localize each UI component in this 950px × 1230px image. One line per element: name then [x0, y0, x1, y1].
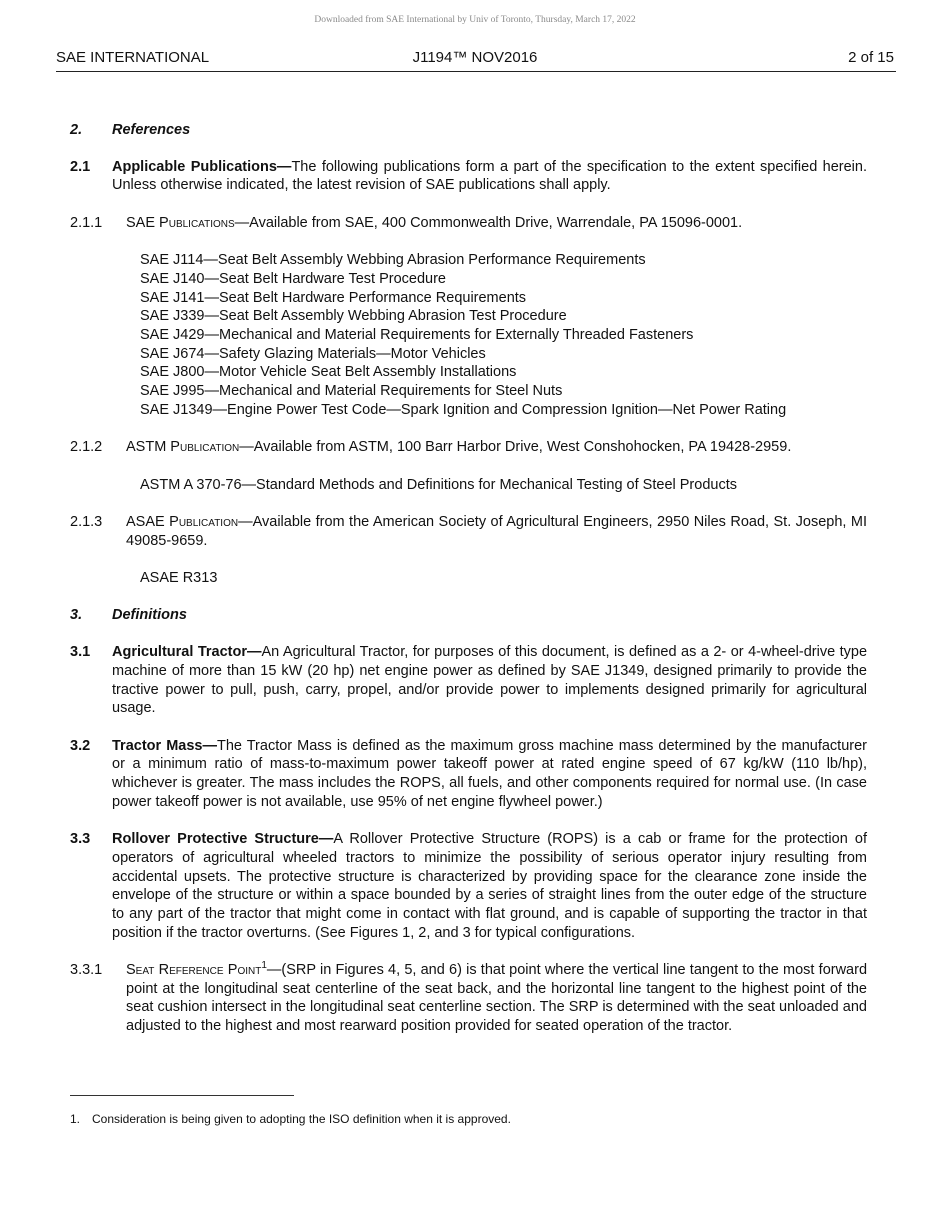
sae-reference-list — [140, 251, 867, 419]
paragraph-body — [112, 643, 867, 718]
paragraph-text: —(SRP in Figures 4, 5, and 6) is that point where the vertical line tangent to the most forward point at the longitudinal seat centerline of the seat back, and the horizontal line tangent to the highest point of the seat cushion intersect in the longitudinal seat centerline section. The SRP is determined with the seat unloaded and adjusted to the highest and most rearward position provided for seated operation of the tractor. — [126, 962, 868, 1035]
paragraph-text: —Available from SAE, 400 Commonwealth Drive, Warrendale, PA 15096-0001. — [234, 214, 743, 231]
paragraph-number: 2.1.1 — [70, 214, 103, 231]
header-document-id: J1194™ NOV2016 — [412, 49, 538, 66]
paragraph-number: 2.1.3 — [70, 513, 103, 530]
paragraph-number: 3.3 — [70, 831, 91, 848]
footnote-reference[interactable]: 1 — [261, 960, 267, 972]
section-title: Definitions — [112, 607, 187, 624]
paragraph-number: 3.2 — [70, 737, 91, 754]
header-rule — [56, 71, 896, 72]
section-number: 2. — [70, 122, 83, 138]
label-first: ASAE P — [126, 513, 179, 530]
label-p-small-caps: oint — [237, 962, 262, 979]
label-small-caps: ublications — [168, 214, 235, 231]
paragraph-text: An Agricultural Tractor, for purposes of this document, is defined as a 2- or 4-wheel-drive type machine of more than 15 kW (20 hp) net engine power as defined by SAE J1349, designed primarily to provide the tractive power to pull, push, carry, propel, and/or provide power to implements designed primarily for agricultural usage. — [112, 644, 868, 717]
paragraph-number: 2.1 — [70, 158, 91, 175]
paragraph-2-1 — [70, 158, 867, 195]
paragraph-text: The Tractor Mass is defined as the maximum gross machine mass determined by the manufacturer or a minimum ratio of mass-to-maximum power takeoff power at rated engine speed of 67 kg/kW (110 lb/hp), whichever is greater. The mass includes the ROPS, all fuels, and other components required for normal use. (In case power takeoff power is not available, use 95% of net engine flywheel power.) — [112, 737, 867, 810]
reference-item: SAE J1349—Engine Power Test Code—Spark Ignition and Compression Ignition—Net Power Rating — [140, 401, 787, 418]
reference-item: ASTM A 370-76—Standard Methods and Definitions for Mechanical Testing of Steel Products — [140, 476, 737, 493]
page-content — [70, 121, 867, 1055]
paragraph-body — [112, 737, 867, 812]
paragraph-3-3-1 — [70, 961, 867, 1036]
label-r: R — [158, 962, 170, 979]
header-page-number: 2 of 15 — [848, 49, 894, 66]
paragraph-text: The following publications form a part of the specification to the extent specified herein. Unless otherwise indicated, the latest revision of SAE publications shall apply. — [112, 158, 868, 194]
paragraph-2-1-1 — [70, 214, 867, 233]
astm-reference-list — [140, 476, 867, 495]
section-definitions-heading — [70, 606, 867, 625]
footnote-rule — [70, 1095, 294, 1096]
section-number: 3. — [70, 607, 83, 624]
paragraph-text: —Available from ASTM, 100 Barr Harbor Drive, West Conshohocken, PA 19428-2959. — [239, 439, 792, 456]
reference-item: ASAE R313 — [140, 570, 218, 587]
paragraph-3-1 — [70, 643, 867, 718]
paragraph-text: A Rollover Protective Structure (ROPS) is a cab or frame for the protection of operators of agricultural wheeled tractors to minimize the possibility of serious operator injury resulting from accidental upsets. The protective structure is characterized by providing space for the clearance zone inside the envelope of the structure or within a space bounded by a series of straight lines from the outer edge of the structure to any part of the tractor that might come in contact with flat ground, and is capable of supporting the tractor in that position if the tractor overturns. (See Figures 1, 2, and 3 for typical configurations. — [112, 831, 867, 941]
reference-item: SAE J141—Seat Belt Hardware Performance Requirements — [140, 289, 527, 306]
paragraph-body — [126, 513, 867, 550]
term: Tractor Mass— — [112, 737, 217, 754]
paragraph-body — [112, 158, 867, 195]
label-small-caps: ublication — [179, 439, 240, 456]
term: Rollover Protective Structure— — [112, 831, 334, 848]
reference-item: SAE J995—Mechanical and Material Requirements for Steel Nuts — [140, 383, 563, 400]
section-title: References — [112, 122, 191, 138]
paragraph-3-2 — [70, 737, 867, 812]
label-first: SAE P — [126, 214, 169, 231]
paragraph-body — [126, 214, 867, 233]
paragraph-3-3 — [70, 830, 867, 942]
label-first: ASTM P — [126, 439, 180, 456]
paragraph-body — [112, 830, 867, 942]
label-p: P — [227, 962, 238, 979]
header-publisher: SAE INTERNATIONAL — [56, 49, 210, 66]
paragraph-number: 3.3.1 — [70, 962, 103, 979]
label-small-caps: ublication — [178, 513, 239, 530]
reference-item: SAE J114—Seat Belt Assembly Webbing Abrasion Performance Requirements — [140, 252, 646, 269]
term: Agricultural Tractor— — [112, 644, 262, 661]
reference-item: SAE J429—Mechanical and Material Requirements for Externally Threaded Fasteners — [140, 327, 694, 343]
paragraph-number: 2.1.2 — [70, 439, 103, 456]
paragraph-2-1-2 — [70, 438, 867, 457]
footnote-number: 1. — [70, 1112, 81, 1126]
reference-item: SAE J674—Safety Glazing Materials—Motor Vehicles — [140, 345, 486, 362]
label-s: S — [126, 962, 136, 979]
footnote — [70, 1112, 511, 1126]
term: Applicable Publications— — [112, 158, 292, 175]
paragraph-body — [126, 438, 867, 457]
paragraph-2-1-3 — [70, 513, 867, 550]
reference-item: SAE J800—Motor Vehicle Seat Belt Assembly Installations — [140, 364, 517, 381]
reference-item: SAE J339—Seat Belt Assembly Webbing Abrasion Test Procedure — [140, 308, 567, 325]
section-references-heading — [70, 121, 867, 140]
reference-item: SAE J140—Seat Belt Hardware Test Procedure — [140, 270, 447, 287]
asae-reference-list — [140, 569, 867, 588]
label-s-small-caps: eat — [135, 962, 155, 979]
download-note: Downloaded from SAE International by Univ of Toronto, Thursday, March 17, 2022 — [314, 15, 636, 25]
paragraph-number: 3.1 — [70, 644, 91, 661]
paragraph-text: —Available from the American Society of Agricultural Engineers, 2950 Niles Road, St. Joseph, MI 49085-9659. — [126, 513, 868, 549]
label-r-small-caps: eference — [169, 962, 224, 979]
paragraph-body — [126, 961, 867, 1036]
footnote-text: Consideration is being given to adopting the ISO definition when it is approved. — [92, 1112, 511, 1126]
